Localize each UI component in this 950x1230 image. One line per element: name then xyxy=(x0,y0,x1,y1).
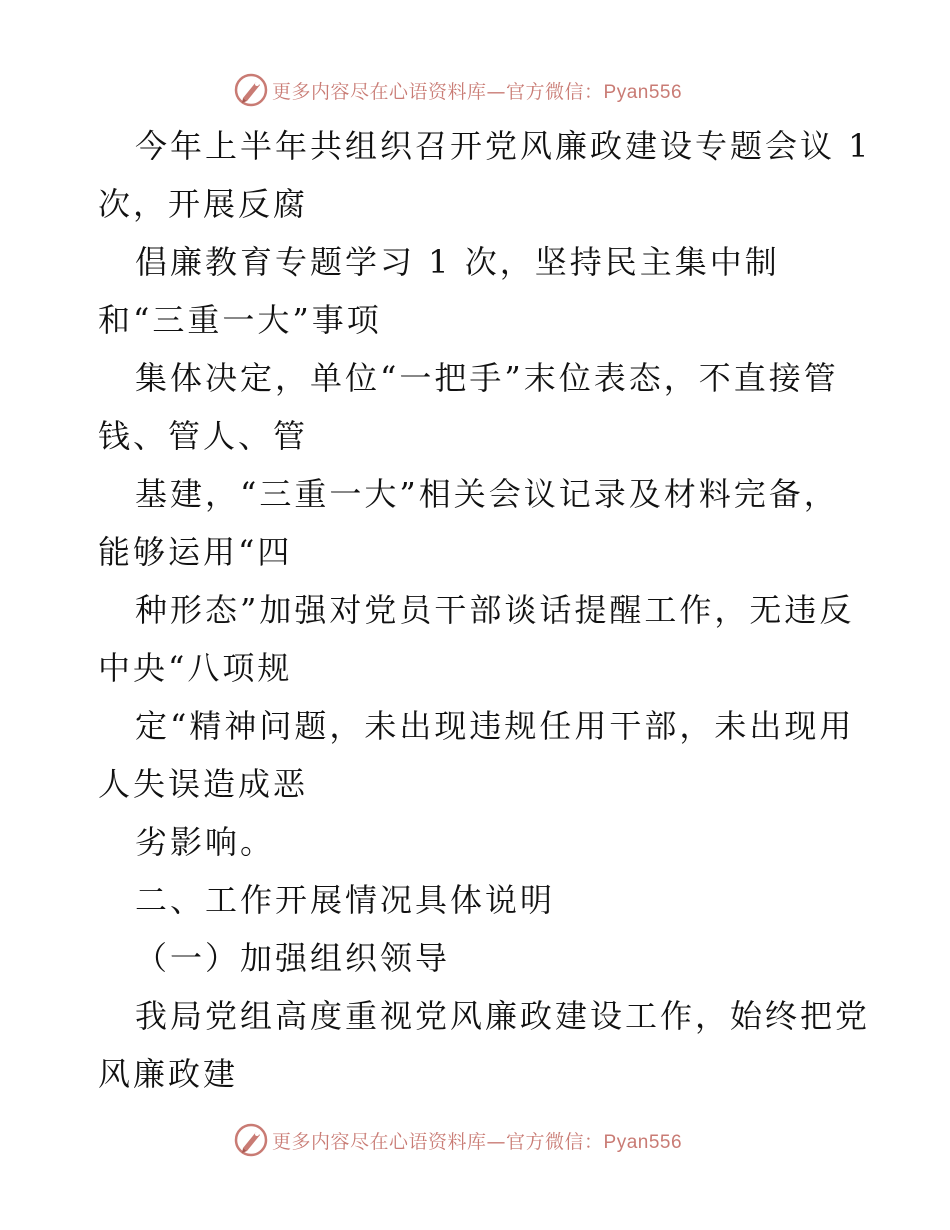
text-line: 中央“八项规 xyxy=(98,649,293,687)
watermark-banner-bottom xyxy=(0,1120,950,1160)
text-line: 我局党组高度重视党风廉政建设工作，始终把党 xyxy=(135,997,871,1035)
text-line: 劣影响。 xyxy=(135,823,276,861)
text-line: 钱、管人、管 xyxy=(98,417,309,455)
text-line: 倡廉教育专题学习 1 次，坚持民主集中制 xyxy=(135,243,780,281)
text-line: 定“精神问题，未出现违规任用干部，未出现用 xyxy=(135,707,855,745)
subsection-heading: （一）加强组织领导 xyxy=(135,939,451,977)
text-line: 种形态”加强对党员干部谈话提醒工作，无违反 xyxy=(135,591,855,629)
text-line: 今年上半年共组织召开党风廉政建设专题会议 1 xyxy=(135,127,872,165)
watermark-label: 更多内容尽在心语资料库—官方微信： xyxy=(272,80,604,103)
watermark-wechat-id: Pyan556 xyxy=(603,81,683,103)
text-line: 次，开展反腐 xyxy=(98,185,309,223)
text-line: 能够运用“四 xyxy=(98,533,293,571)
text-line: 集体决定，单位“一把手”末位表态，不直接管 xyxy=(135,359,839,397)
pen-logo-icon xyxy=(234,1123,268,1157)
watermark-wechat-id: Pyan556 xyxy=(603,1131,683,1153)
text-line: 风廉政建 xyxy=(98,1055,239,1093)
text-line: 人失误造成恶 xyxy=(98,765,309,803)
watermark-text xyxy=(272,1127,682,1154)
section-heading: 二、工作开展情况具体说明 xyxy=(135,881,556,919)
watermark-label: 更多内容尽在心语资料库—官方微信： xyxy=(272,1130,604,1153)
text-line: 和“三重一大”事项 xyxy=(98,301,382,339)
text-line: 基建，“三重一大”相关会议记录及材料完备， xyxy=(135,475,839,513)
